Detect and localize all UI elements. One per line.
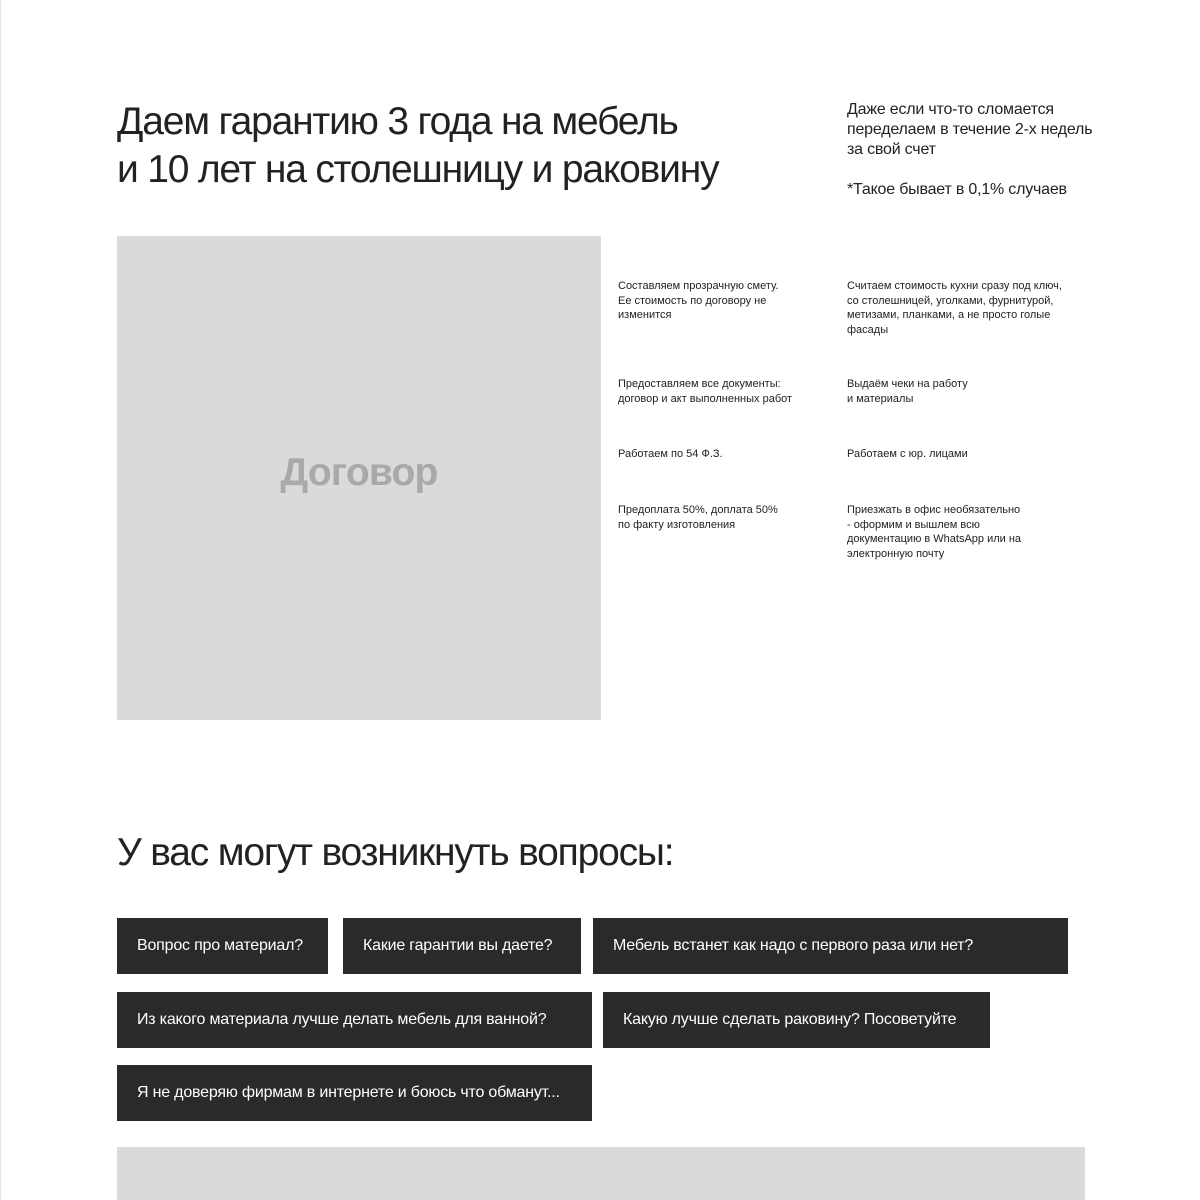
question-button-sink-advice[interactable]: Какую лучше сделать раковину? Посоветуйте [603, 992, 990, 1048]
guarantee-note-text: Даже если что-то сломается переделаем в течение 2-х недель за свой счет [847, 101, 1093, 158]
feature-remote-paperwork: Приезжать в офис необязательно - оформим и вышлем всю документацию в WhatsApp или на электронную почту [847, 504, 1022, 560]
page-left-border [0, 0, 1, 1200]
contract-placeholder-label: Договор [280, 451, 438, 494]
feature-documents: Предоставляем все документы: договор и акт выполненных работ [618, 378, 793, 405]
feature-prepayment: Предоплата 50%, доплата 50% по факту изготовления [618, 504, 778, 531]
question-button-bathroom-material[interactable]: Из какого материала лучше делать мебель для ванной? [117, 992, 592, 1048]
question-button-material[interactable]: Вопрос про материал? [117, 918, 328, 974]
guarantee-footnote: *Такое бывает в 0,1% случаев [847, 181, 1067, 198]
questions-heading: У вас могут возникнуть вопросы: [117, 831, 674, 874]
feature-transparent-estimate: Составляем прозрачную смету. Ее стоимость по договору не изменится [618, 280, 779, 321]
feature-receipts: Выдаём чеки на работу и материалы [847, 378, 968, 405]
guarantee-heading-line-2: и 10 лет на столешницу и раковину [117, 148, 719, 191]
answer-placeholder-block [117, 1147, 1085, 1200]
feature-turnkey-price: Считаем стоимость кухни сразу под ключ, со столешницей, уголками, фурнитурой, метизами, планками, а не просто голые фасады [847, 280, 1062, 336]
question-button-guarantees[interactable]: Какие гарантии вы даете? [343, 918, 581, 974]
feature-54-fz: Работаем по 54 Ф.З. [618, 448, 723, 460]
question-button-installation[interactable]: Мебель встанет как надо с первого раза или нет? [593, 918, 1068, 974]
feature-legal-entities: Работаем с юр. лицами [847, 448, 968, 460]
guarantee-heading [117, 98, 718, 194]
question-button-trust[interactable]: Я не доверяю фирмам в интернете и боюсь что обманут... [117, 1065, 592, 1121]
guarantee-heading-line-1: Даем гарантию 3 года на мебель [117, 100, 678, 143]
contract-image-placeholder [117, 236, 601, 720]
guarantee-note [847, 100, 1107, 200]
